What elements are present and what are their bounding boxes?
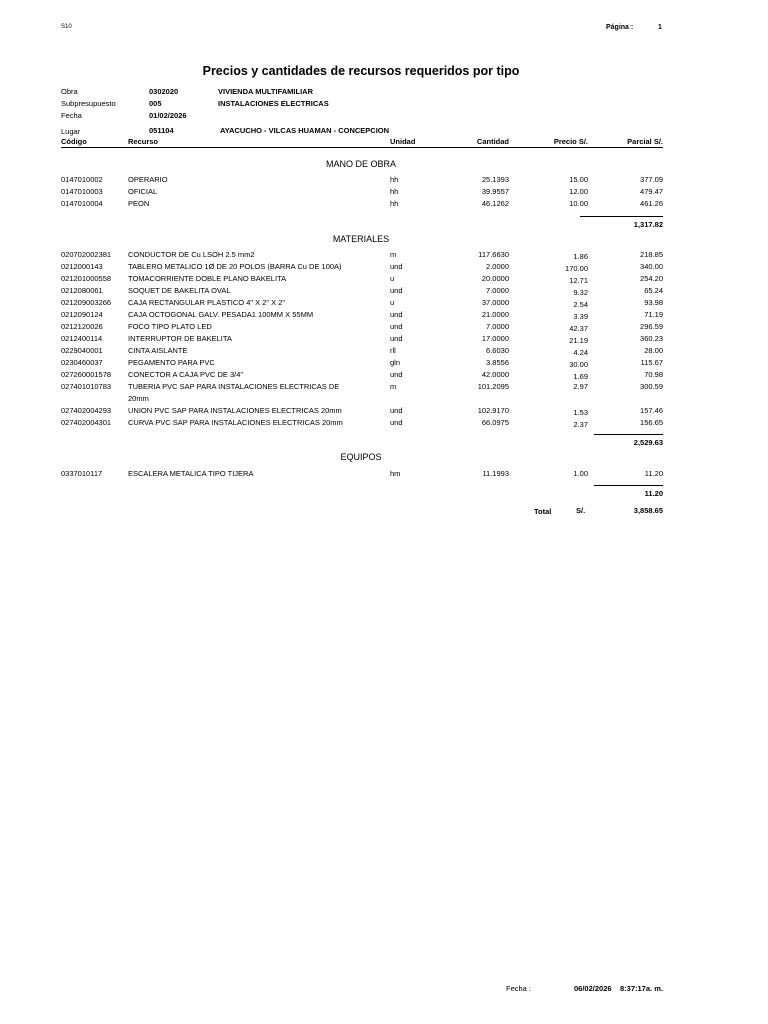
resource-code: 027402004293 [61,406,112,415]
lugar-name: AYACUCHO - VILCAS HUAMAN - CONCEPCION [220,126,390,135]
resource-quantity: 39.9557 [481,187,509,196]
resource-code: 0147010003 [61,187,103,196]
resource-unit: m [390,250,397,259]
resource-price: 15.00 [569,175,588,184]
resource-code: 0212400114 [61,334,103,343]
resource-quantity: 6.6030 [486,346,509,355]
subtotal-materiales: 2,529.63 [633,438,663,447]
resource-name: OFICIAL [128,187,158,196]
resource-unit: hh [390,175,399,184]
subpresupuesto-name: INSTALACIONES ELECTRICAS [218,99,329,108]
resource-name: OPERARIO [128,175,168,184]
resource-partial: 70.98 [644,370,663,379]
resource-name: CURVA PVC SAP PARA INSTALACIONES ELECTRICAS 20mm [128,418,343,427]
resource-partial: 300.59 [640,382,663,391]
resource-name: ESCALERA METALICA TIPO TIJERA [128,469,254,478]
page-title: Precios y cantidades de recursos requeridos por tipo [202,64,520,78]
resource-name: SOQUET DE BAKELITA OVAL [128,286,231,295]
table-row [0,298,768,309]
resource-name: CAJA OCTOGONAL GALV. PESADA1 100MM X 55MM [128,310,314,319]
obra-name: VIVIENDA MULTIFAMILIAR [218,87,313,96]
table-row [0,469,768,480]
resource-name: TABLERO METALICO 1Ø DE 20 POLOS (BARRA Cu DE 100A) [128,262,342,271]
resource-quantity: 7.0000 [486,322,509,331]
resource-unit: und [390,370,403,379]
table-row [0,199,768,210]
resource-name: CAJA RECTANGULAR PLASTICO 4" X 2" X 2" [128,298,286,307]
resource-unit: und [390,406,403,415]
subpresupuesto-code: 005 [149,99,162,108]
resource-code: 020702002381 [61,250,112,259]
lugar-code: 051104 [149,126,174,135]
resource-unit: hh [390,199,399,208]
page-number: 1 [658,24,662,31]
resource-code: 027260001578 [61,370,112,379]
resource-partial: 156.65 [640,418,663,427]
table-row [0,370,768,381]
resource-price: 3.39 [573,312,588,321]
resource-name: PEON [128,199,150,208]
resource-unit: und [390,322,403,331]
resource-code: 0212090124 [61,310,103,319]
resource-quantity: 3.8556 [486,358,509,367]
resource-unit: und [390,286,403,295]
resource-code: 0212000143 [61,262,103,271]
report-code: S10 [61,24,72,30]
obra-code: 0302020 [149,87,179,96]
resource-name: UNION PVC SAP PARA INSTALACIONES ELECTRICAS 20mm [128,406,342,415]
resource-quantity: 102.9170 [477,406,509,415]
section-title-mano-de-obra: MANO DE OBRA [325,159,396,169]
resource-code: 0230460037 [61,358,103,367]
obra-label: Obra [61,87,78,96]
resource-unit: hm [390,469,401,478]
resource-price: 12.00 [569,187,588,196]
table-row [0,262,768,273]
resource-partial: 157.46 [640,406,663,415]
resource-price: 1.86 [573,252,588,261]
subtotal-rule [594,434,663,435]
resource-code: 0212120026 [61,322,103,331]
resource-price: 1.69 [573,372,588,381]
lugar-label: Lugar [61,127,81,136]
resource-partial: 479.47 [640,187,663,196]
resource-quantity: 25.1393 [481,175,509,184]
resource-code: 0147010002 [61,175,103,184]
resource-partial: 360.23 [640,334,663,343]
resource-quantity: 66.0975 [481,418,509,427]
resource-unit: und [390,418,403,427]
resource-unit: und [390,334,403,343]
resource-unit: und [390,262,403,271]
column-unit: Unidad [390,137,416,146]
total-currency: S/. [576,506,586,515]
resource-partial: 65.24 [644,286,663,295]
resource-name: TOMACORRIENTE DOBLE PLANO BAKELITA [128,274,287,283]
resource-unit: hh [390,187,399,196]
resource-quantity: 42.0000 [481,370,509,379]
resource-quantity: 11.1993 [482,469,509,478]
total-value: 3,858.65 [633,506,663,515]
table-row [0,274,768,285]
column-partial: Parcial S/. [627,137,663,146]
resource-unit: m [390,382,397,391]
resource-name: CONECTOR A CAJA PVC DE 3/4" [128,370,244,379]
resource-partial: 115.67 [640,358,663,367]
table-row [0,187,768,198]
column-code: Código [61,137,87,146]
resource-partial: 254.20 [640,274,663,283]
resource-partial: 340.00 [640,262,663,271]
resource-partial: 71.19 [644,310,663,319]
resource-unit: gln [390,358,401,367]
footer-time: 8:37:17a. m. [620,984,663,993]
resource-quantity: 101.2095 [477,382,509,391]
column-resource: Recurso [128,137,159,146]
resource-name: CONDUCTOR DE Cu LSOH 2.5 mm2 [128,250,255,259]
fecha-label: Fecha [61,111,82,120]
resource-code: 021201000558 [61,274,112,283]
resource-quantity: 117.6630 [478,250,509,259]
resource-quantity: 7.0000 [486,286,509,295]
resource-price: 12.71 [569,276,588,285]
resource-partial: 28.00 [644,346,663,355]
resource-partial: 377.09 [640,175,663,184]
resource-unit: rll [390,346,396,355]
resource-name: TUBERIA PVC SAP PARA INSTALACIONES ELECTRICAS DE [128,382,340,391]
table-row [0,382,768,404]
resource-quantity: 21.0000 [481,310,509,319]
resource-price: 1.00 [573,469,588,478]
subtotal-rule [594,485,663,486]
subtotal-rule [580,216,663,217]
resource-price: 2.97 [573,382,588,391]
resource-quantity: 46.1262 [481,199,509,208]
resource-code: 0212080061 [61,286,103,295]
subpresupuesto-label: Subpresupuesto [61,99,116,108]
resource-price: 9.32 [573,288,588,297]
column-quantity: Cantidad [476,137,509,146]
resource-price: 2.37 [573,420,588,429]
footer-date: 06/02/2026 [574,984,612,993]
resource-partial: 296.59 [640,322,663,331]
table-row [0,358,768,369]
resource-price: 21.19 [569,336,588,345]
footer-date-label: Fecha : [506,984,532,993]
table-row [0,250,768,261]
resource-code: 0229040001 [61,346,103,355]
table-row [0,418,768,429]
fecha-value: 01/02/2026 [149,111,187,120]
resource-price: 170.00 [565,264,588,273]
resource-name: PEGAMENTO PARA PVC [128,358,215,367]
resource-name: CINTA AISLANTE [128,346,188,355]
table-row [0,406,768,417]
resource-partial: 11.20 [644,469,663,478]
resource-price: 1.53 [573,408,588,417]
resource-unit: u [390,274,395,283]
resource-code: 027402004301 [61,418,112,427]
subtotal-equipos: 11.20 [644,489,663,498]
resource-name: FOCO TIPO PLATO LED [128,322,212,331]
resource-name-continued: 20mm [128,394,149,403]
table-row [0,175,768,186]
total-label: Total [534,507,552,516]
resource-quantity: 20.0000 [481,274,509,283]
section-title-materiales: MATERIALES [332,234,390,244]
resource-partial: 218.85 [640,250,663,259]
resource-partial: 461.26 [640,199,663,208]
page-label: Página : [606,24,634,31]
subtotal-mano-de-obra: 1,317.82 [633,220,663,229]
resource-unit: u [390,298,395,307]
resource-price: 30.00 [569,360,588,369]
header-rule [61,147,663,148]
table-row [0,334,768,345]
resource-quantity: 2.0000 [486,262,509,271]
column-price: Precio S/. [553,137,588,146]
table-row [0,310,768,321]
resource-quantity: 37.0000 [481,298,509,307]
section-title-equipos: EQUIPOS [340,452,382,462]
resource-code: 027401010783 [61,382,112,391]
table-row [0,286,768,297]
resource-partial: 93.98 [644,298,663,307]
resource-price: 4.24 [573,348,588,357]
resource-price: 42.37 [569,324,588,333]
resource-code: 0147010004 [61,199,103,208]
table-row [0,346,768,357]
resource-quantity: 17.0000 [481,334,509,343]
resource-name: INTERRUPTOR DE BAKELITA [128,334,232,343]
resource-code: 021209003266 [61,298,112,307]
resource-price: 2.54 [573,300,588,309]
table-row [0,322,768,333]
resource-price: 10.00 [569,199,588,208]
resource-code: 0337010117 [61,469,103,478]
resource-unit: und [390,310,403,319]
